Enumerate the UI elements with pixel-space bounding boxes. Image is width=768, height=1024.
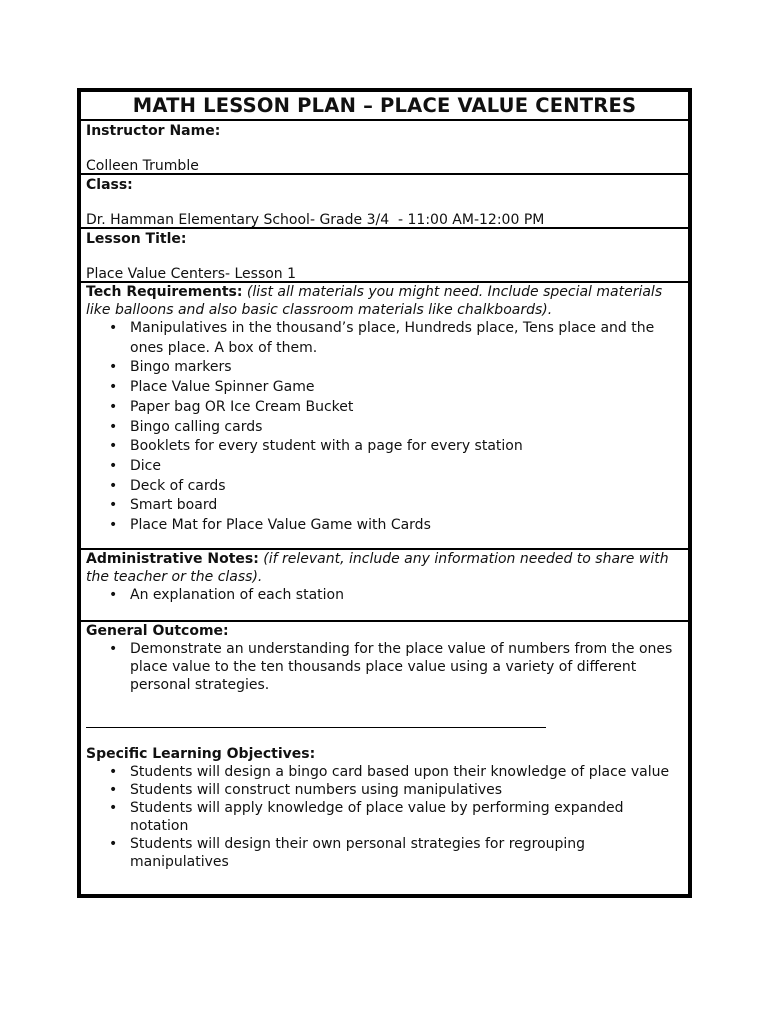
- list-item: • Bingo calling cards: [130, 418, 683, 438]
- instructor-value: Colleen Trumble: [86, 158, 199, 174]
- administrative-notes-heading: [86, 550, 683, 586]
- class-cell: [81, 175, 688, 229]
- tech-requirements-note: (list all materials you might need. Include special materials like balloons and also basic classroom materials like chalkboards).: [86, 284, 663, 318]
- specific-objectives-label: Specific Learning Objectives:: [86, 746, 316, 762]
- instructor-cell: [81, 121, 688, 175]
- tech-requirements-heading: [86, 283, 683, 319]
- lesson-title-value: Place Value Centers- Lesson 1: [86, 266, 297, 282]
- specific-objectives-list: [86, 763, 683, 871]
- list-item: • Demonstrate an understanding for the place value of numbers from the ones place value to the ten thousands place value using a variety of different personal strategies.: [130, 640, 683, 694]
- list-item: • Manipulatives in the thousand’s place, Hundreds place, Tens place and the ones place. A box of them.: [130, 319, 683, 358]
- list-item: • Students will design their own personal strategies for regrouping manipulatives: [130, 835, 683, 871]
- administrative-notes-list: [86, 586, 683, 604]
- list-item: • Students will construct numbers using manipulatives: [130, 781, 683, 799]
- list-item: • Booklets for every student with a page for every station: [130, 437, 683, 457]
- list-item: • Deck of cards: [130, 477, 683, 497]
- list-item: • Students will apply knowledge of place value by performing expanded notation: [130, 799, 683, 835]
- class-label: Class:: [86, 177, 133, 193]
- page-title: MATH LESSON PLAN – PLACE VALUE CENTRES: [81, 92, 688, 121]
- list-item: • Students will design a bingo card based upon their knowledge of place value: [130, 763, 683, 781]
- administrative-notes-note: (if relevant, include any information needed to share with the teacher or the class).: [86, 551, 669, 585]
- lesson-title-cell: [81, 229, 688, 283]
- divider-line: [86, 727, 546, 728]
- administrative-notes-label: Administrative Notes:: [86, 551, 259, 567]
- class-value: Dr. Hamman Elementary School- Grade 3/4 - 11:00 AM-12:00 PM: [86, 212, 545, 228]
- list-item: • Place Value Spinner Game: [130, 378, 683, 398]
- instructor-label: Instructor Name:: [86, 123, 221, 139]
- general-outcome-label: General Outcome:: [86, 623, 229, 639]
- outcomes-cell: [81, 622, 688, 894]
- tech-requirements-list: [86, 319, 683, 536]
- general-outcome-list: [86, 640, 683, 694]
- administrative-notes-cell: [81, 550, 688, 622]
- lesson-plan-table: [77, 88, 692, 898]
- list-item: • Paper bag OR Ice Cream Bucket: [130, 398, 683, 418]
- list-item: • Dice: [130, 457, 683, 477]
- list-item: • Place Mat for Place Value Game with Cards: [130, 516, 683, 536]
- lesson-title-label: Lesson Title:: [86, 231, 187, 247]
- list-item: • Bingo markers: [130, 358, 683, 378]
- list-item: • Smart board: [130, 496, 683, 516]
- tech-requirements-label: Tech Requirements:: [86, 284, 243, 300]
- tech-requirements-cell: [81, 283, 688, 550]
- list-item: • An explanation of each station: [130, 586, 683, 604]
